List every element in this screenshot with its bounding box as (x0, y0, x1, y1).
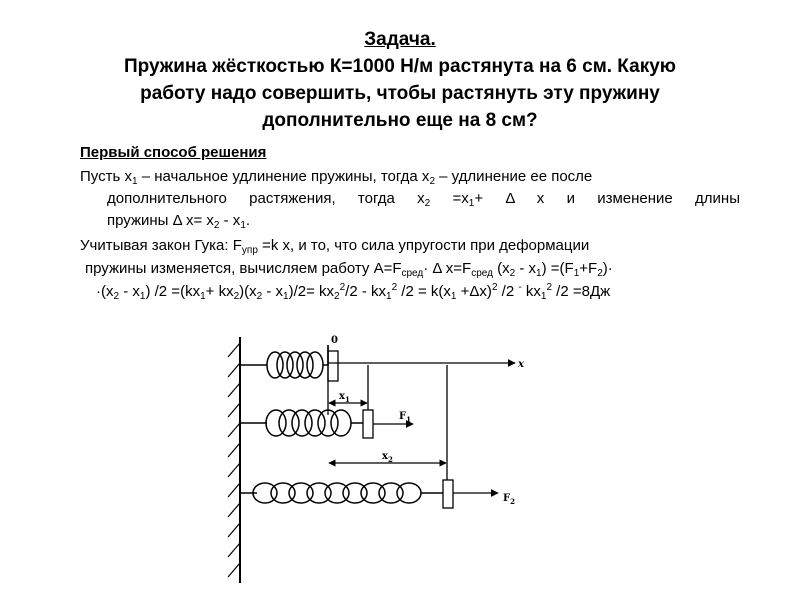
problem-title (0, 26, 800, 134)
solution-subheading: Первый способ решения (80, 144, 267, 161)
problem-statement-line-2: работу надо совершить, чтобы растянуть эту пружину (140, 83, 660, 104)
paragraph-1-line-1: Пусть $x_1$ – начальное удлинение пружины, тогда $x_2$ – удлинение ее после (80, 168, 593, 187)
reference-lines (328, 345, 515, 480)
f2-label: $F_2$ (503, 493, 515, 506)
solution-block (80, 142, 740, 303)
paragraph-2-line-1: Учитывая закон Гука: $F_{упр} =k$ x, и то, что сила упругости при деформации (80, 237, 590, 256)
spring-unstretched (240, 345, 338, 381)
origin-label: 0 (331, 335, 338, 346)
spring-stretched-x2 (240, 480, 453, 508)
solution-paragraph-1 (80, 166, 740, 232)
problem-statement-line-3: дополнительно еще на 8 см? (262, 110, 538, 131)
spring-stretched-x1 (240, 410, 373, 438)
paragraph-1-line-3: пружины Δ $x= x_2 - x_1$. (107, 212, 251, 231)
problem-statement-line-1: Пружина жёсткостью К=1000 Н/м растянута на 6 см. Какую (123, 56, 677, 77)
solution-paragraph-2 (80, 234, 740, 303)
x1-label: $x_1$ (339, 391, 350, 404)
paragraph-1-line-2: дополнительного растяжения, тогда $x_2 =x_1+ \Delta$ x и изменение длины (107, 190, 740, 209)
f1-label: $F_1$ (399, 411, 411, 424)
paragraph-2-line-2: пружины изменяется, вычисляем работу $A=F_{сред}\cdot \Delta$ $x=F_{сред}$ $(x_2 - x_1) =(F_1+F_2)\cdot$ (85, 260, 613, 279)
wall (228, 337, 240, 583)
spring-diagram (225, 335, 535, 585)
x2-label: $x_2$ (382, 451, 393, 464)
paragraph-2-line-3: $\cdot(x_2 - x_1)$ $/2 =(kx_1+ kx_2)(x_2 - x_1)/2= kx_2^2/2 - kx_1^2$ $/2 = k(x_1 +\Delta x)^2$ /2 - $kx_1^2$ /2 =8Дж (96, 282, 611, 302)
problem-heading: Задача. (364, 29, 436, 50)
axis-x-label: x (518, 359, 524, 370)
